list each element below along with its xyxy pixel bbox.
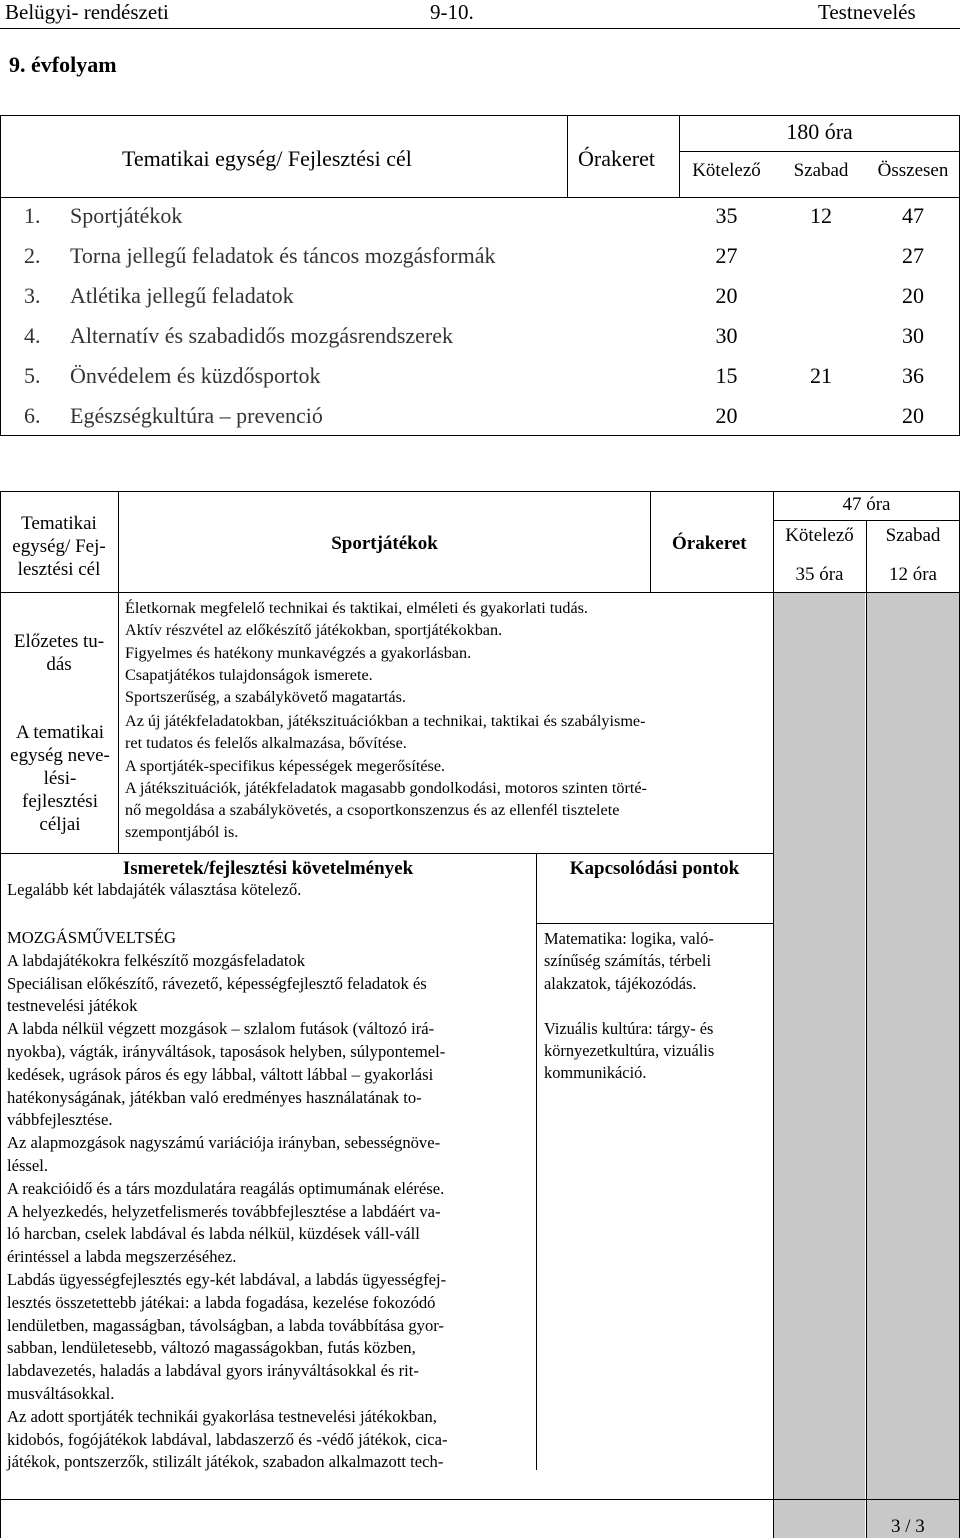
requirement-line: érintéssel a labda megszerzéséhez. [7, 1247, 237, 1267]
summary-row-number: 6. [24, 403, 41, 428]
requirement-line: MOZGÁSMŰVELTSÉG [7, 928, 177, 947]
unit-hours-total: 47 óra [842, 494, 891, 515]
requirement-line: léssel. [7, 1155, 49, 1175]
requirement-line: A reakcióidő és a társ mozdulatára reagálás optimumának elérése. [7, 1178, 445, 1198]
summary-bottom-rule [0, 435, 960, 436]
unit-free-hours: 12 óra [888, 564, 937, 585]
goals-list [125, 710, 770, 844]
requirement-line: testnevelési játékok [7, 996, 138, 1016]
summary-row-total: 30 [902, 323, 924, 348]
summary-row-mandatory: 20 [715, 283, 738, 308]
unit-mandatory-hours: 35 óra [795, 564, 844, 585]
summary-row-total: 20 [902, 403, 924, 428]
summary-row-name: Sportjátékok [70, 203, 183, 228]
summary-row-free: 21 [810, 363, 832, 388]
requirement-line: lendületben, magasságban, távolságban, a labda továbbítása gyor- [7, 1315, 444, 1335]
prior-knowledge-item: Aktív részvétel az előkészítő játékokban, sportjátékokban. [125, 621, 503, 640]
summary-row-name: Atlétika jellegű feladatok [70, 283, 294, 308]
unit-vrule-title [650, 491, 651, 592]
label-goals: A tematikai egység neve- lési- fejlesztési céljai [10, 722, 110, 835]
unit-header-bottom-rule [0, 592, 960, 593]
unit-goals-bottom-rule [0, 853, 773, 854]
label-unit: Tematikai egység/ Fej- lesztési cél [12, 513, 106, 580]
goal-line: ret tudatos és felelős alkalmazása, bővítése. [125, 734, 407, 753]
unit-free-label: Szabad [885, 525, 941, 546]
unit-connections-rule [536, 923, 773, 924]
summary-col-hours: Órakeret [578, 146, 655, 171]
connection-line: kommunikáció. [544, 1063, 647, 1083]
summary-row-mandatory: 30 [715, 323, 738, 348]
summary-row-name: Egészségkultúra – prevenció [70, 403, 323, 428]
unit-hours-subrule [773, 520, 960, 521]
summary-row-name: Torna jellegű feladatok és táncos mozgásformák [70, 243, 496, 268]
unit-vrule-hours [773, 491, 774, 1538]
summary-top-rule [0, 115, 960, 116]
requirement-line: hatékonyságának, játékban való eredményes használatának to- [7, 1087, 422, 1107]
requirement-line: labdavezetés, haladás a labdával gyors irányváltásokkal és rit- [7, 1361, 419, 1381]
requirement-line: nyokba), vágták, irányváltások, taposások helyben, súlypontemel- [7, 1041, 446, 1061]
summary-total-hours: 180 óra [786, 119, 853, 144]
summary-row-total: 27 [902, 243, 924, 268]
summary-row-total: 20 [902, 283, 924, 308]
summary-sub-total: Összesen [877, 160, 949, 181]
prior-knowledge-item: Sportszerűség, a szabálykövető magatartás. [125, 688, 406, 707]
connection-line: környezetkultúra, vizuális [544, 1041, 715, 1061]
goal-line: A játékszituációk, játékfeladatok magasabb gondolkodási, motoros szinten törté- [125, 778, 647, 797]
mandatory-hours-shading [773, 593, 865, 1538]
summary-row-mandatory: 15 [715, 363, 738, 388]
prior-knowledge-item: Életkornak megfelelő technikai és taktikai, elméleti és gyakorlati tudás. [125, 599, 588, 617]
summary-vrule-1 [567, 115, 568, 197]
requirements-intro: Legalább két labdajáték választása kötelező. [7, 880, 302, 899]
connection-line: Vizuális kultúra: tárgy- és [544, 1018, 714, 1038]
summary-row-mandatory: 20 [715, 403, 738, 428]
requirement-line: A labdajátékokra felkészítő mozgásfeladatok [7, 950, 306, 970]
requirement-line: vábbfejlesztése. [7, 1110, 113, 1130]
goal-line: Az új játékfeladatokban, játékszituációkban a technikai, taktikai és szabályisme- [125, 712, 646, 730]
header-center: 9-10. [430, 0, 474, 24]
summary-row-name: Alternatív és szabadidős mozgásrendszerek [70, 323, 454, 348]
connection-line [544, 995, 769, 1017]
footer-rule [0, 1499, 960, 1500]
summary-row-number: 2. [24, 243, 41, 268]
requirement-line: musváltásokkal. [7, 1383, 115, 1403]
unit-vrule-connections [536, 853, 537, 1470]
unit-title: Sportjátékok [331, 533, 438, 554]
requirements-list [7, 927, 534, 1474]
connections-list [544, 928, 769, 1085]
requirement-line: A labda nélkül végzett mozgások – szlalom futások (változó irá- [7, 1019, 435, 1039]
requirement-line: játékok, pontszerzők, stilizált játékok, szabadon alkalmazott tech- [7, 1452, 444, 1472]
requirement-line: ló harcban, cselek labdával és labda nélkül, küzdések váll-váll [7, 1224, 420, 1244]
summary-header-bottom-rule [0, 197, 960, 198]
summary-row-number: 3. [24, 283, 41, 308]
requirement-line: sabban, lendületesebb, változó magasságokban, futás közben, [7, 1338, 416, 1358]
requirement-line: kidobós, fogójátékok labdával, labdaszerző és -védő játékok, cica- [7, 1429, 448, 1449]
summary-row-mandatory: 27 [715, 243, 738, 268]
requirement-line: Az adott sportjáték technikái gyakorlása testnevelési játékokban, [7, 1406, 437, 1426]
summary-row-number: 4. [24, 323, 41, 348]
requirement-line: Speciálisan előkészítő, rávezető, képességfejlesztő feladatok és [7, 973, 427, 993]
summary-row-number: 5. [24, 363, 41, 388]
goal-line: nő megoldása a szabálykövetés, a csoportkonszenzus és az ellenfél tisztelete [125, 801, 620, 820]
requirement-line: A helyezkedés, helyzetfelismerés továbbfejlesztése a labdáért va- [7, 1201, 441, 1221]
requirements-heading: Ismeretek/fejlesztési követelmények [122, 858, 414, 879]
header-rule [0, 28, 960, 29]
summary-row-name: Önvédelem és küzdősportok [70, 363, 321, 388]
goal-line: A sportjáték-specifikus képességek megerősítése. [125, 756, 446, 775]
prior-knowledge-item: Figyelmes és hatékony munkavégzés a gyakorlásban. [125, 643, 472, 662]
summary-row-mandatory: 35 [715, 203, 738, 228]
summary-subheader-rule [679, 151, 960, 152]
requirement-line: Az alapmozgások nagyszámú variációja irányban, sebességnöve- [7, 1133, 441, 1153]
requirement-line: Labdás ügyességfejlesztés egy-két labdával, a labdás ügyességfej- [7, 1269, 447, 1289]
unit-hours-label: Órakeret [672, 533, 747, 554]
connection-line: színűség számítás, térbeli [544, 951, 712, 971]
summary-row-free: 12 [810, 203, 832, 228]
grade-heading: 9. évfolyam [9, 52, 117, 77]
page-number: 3 / 3 [891, 1516, 925, 1537]
summary-row-number: 1. [24, 203, 41, 228]
connections-heading: Kapcsolódási pontok [569, 858, 740, 879]
goal-line: szempontjából is. [125, 823, 239, 842]
summary-sub-mandatory: Kötelező [692, 160, 761, 181]
requirement-line: lesztés összetettebb játékai: a labda fogadása, kezelése fokozódó [7, 1292, 436, 1312]
free-hours-shading [866, 593, 960, 1538]
prior-knowledge-list [125, 597, 770, 708]
header-right: Testnevelés [818, 0, 916, 24]
summary-vrule-left [0, 115, 1, 436]
unit-top-rule [0, 491, 960, 492]
header-left: Belügyi- rendészeti [5, 0, 169, 24]
connection-line: alakzatok, tájékozódás. [544, 973, 697, 993]
summary-col-topic: Tematikai egység/ Fejlesztési cél [122, 146, 412, 171]
label-prior-knowledge: Előzetes tu- dás [13, 631, 105, 675]
connection-line: Matematika: logika, való- [544, 929, 714, 948]
summary-sub-free: Szabad [793, 160, 849, 181]
requirement-line: kedések, ugrások páros és egy lábbal, váltott lábbal – gyakorlási [7, 1064, 434, 1084]
summary-row-total: 36 [902, 363, 924, 388]
unit-vrule-free [866, 520, 867, 1538]
prior-knowledge-item: Csapatjátékos tulajdonságok ismerete. [125, 665, 373, 684]
summary-row-total: 47 [902, 203, 924, 228]
unit-mandatory-label: Kötelező [785, 525, 854, 546]
